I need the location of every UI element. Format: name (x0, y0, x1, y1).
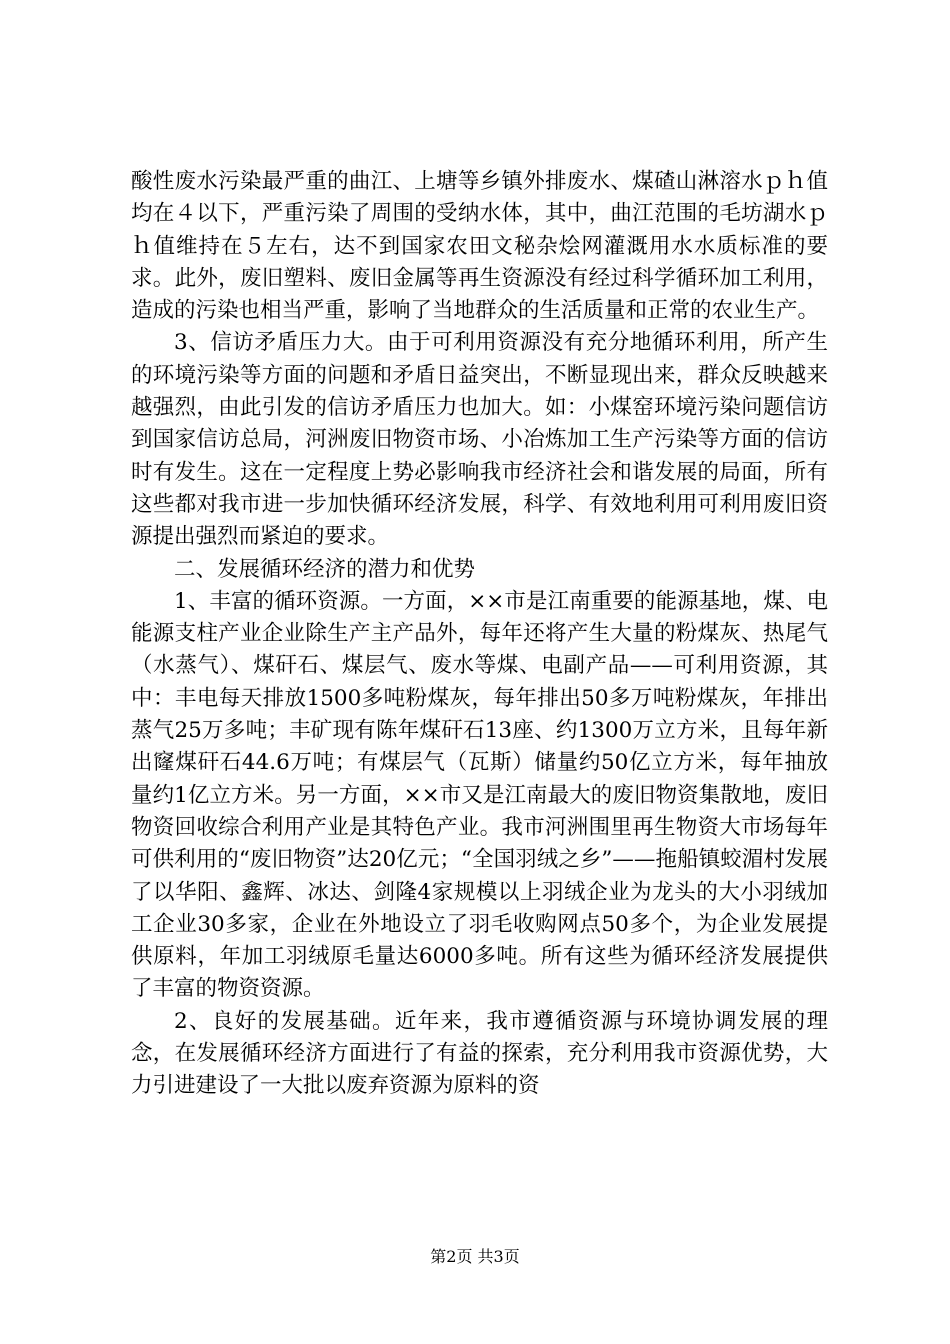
paragraph-development-foundation: 2、良好的发展基础。近年来，我市遵循资源与环境协调发展的理念，在发展循环经济方面进行了有益的探索，充分利用我市资源优势，大力引进建设了一大批以废弃资源为原料的资 (131, 1008, 828, 1099)
page-number-footer: 第2页 共3页 (430, 1247, 520, 1266)
document-body (131, 166, 828, 1103)
paragraph-petition-pressure: 3、信访矛盾压力大。由于可利用资源没有充分地循环利用，所产生的环境污染等方面的问题和矛盾日益突出，不断显现出来，群众反映越来越强烈，由此引发的信访矛盾压力也加大。如：小煤窑环境污染问题信访到国家信访总局，河洲废旧物资市场、小冶炼加工生产污染等方面的信访时有发生。这在一定程度上势必影响我市经济社会和谐发展的局面，所有这些都对我市进一步加快循环经济发展，科学、有效地利用可利用废旧资源提出强烈而紧迫的要求。 (131, 330, 828, 550)
section-heading-potential-advantages: 二、发展循环经济的潜力和优势 (174, 556, 476, 582)
paragraph-acid-wastewater: 酸性废水污染最严重的曲江、上塘等乡镇外排废水、煤碴山淋溶水ｐｈ值均在４以下，严重污染了周围的受纳水体，其中，曲江范围的毛坊湖水ｐｈ值维持在５左右，达不到国家农田文秘杂烩网灌溉用水水质标准的要求。此外，废旧塑料、废旧金属等再生资源没有经过科学循环加工利用，造成的污染也相当严重，影响了当地群众的生活质量和正常的农业生产。 (131, 169, 828, 324)
paragraph-abundant-resources: 1、丰富的循环资源。一方面，××市是江南重要的能源基地，煤、电能源支柱产业企业除生产主产品外，每年还将产生大量的粉煤灰、热尾气（水蒸气）、煤矸石、煤层气、废水等煤、电副产品——可利用资源，其中：丰电每天排放1500多吨粉煤灰，每年排出50多万吨粉煤灰，年排出蒸气25万多吨；丰矿现有陈年煤矸石13座、约1300万立方米，且每年新出窿煤矸石44.6万吨；有煤层气（瓦斯）储量约50亿立方米，每年抽放量约1亿立方米。另一方面，××市又是江南最大的废旧物资集散地，废旧物资回收综合利用产业是其特色产业。我市河洲围里再生物资大市场每年可供利用的“废旧物资”达20亿元；“全国羽绒之乡”——拖船镇蛟湄村发展了以华阳、鑫辉、冰达、剑隆4家规模以上羽绒企业为龙头的大小羽绒加工企业30多家，企业在外地设立了羽毛收购网点50多个，为企业发展提供原料，年加工羽绒原毛量达6000多吨。所有这些为循环经济发展提供了丰富的物资资源。 (131, 588, 828, 1002)
